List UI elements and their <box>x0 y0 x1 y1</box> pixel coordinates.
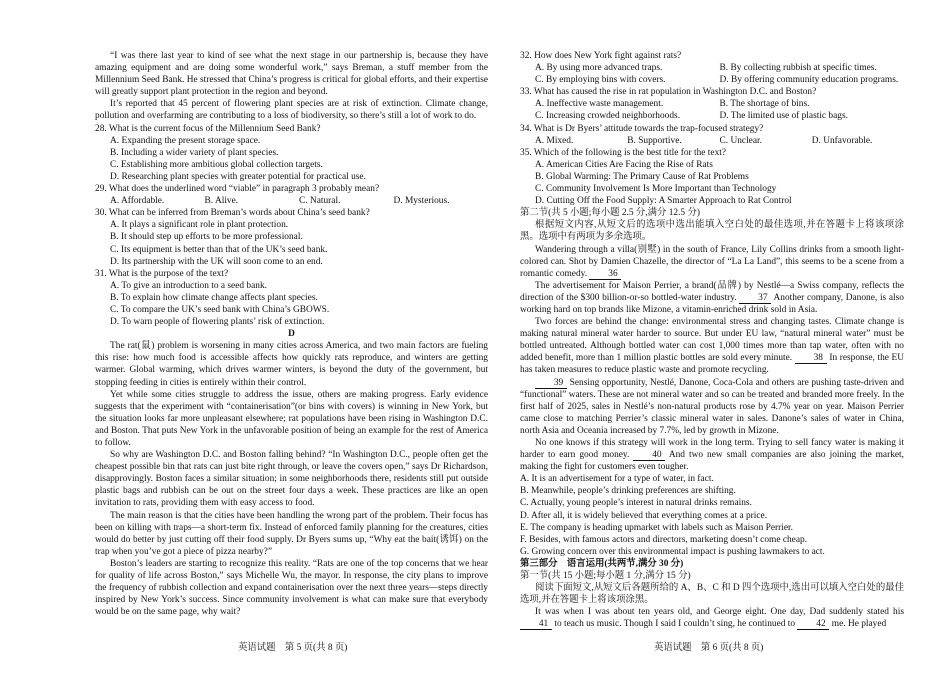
question-30-option-a: A. It plays a significant role in plant protection. <box>110 220 289 231</box>
blank-40: 40 <box>633 450 665 461</box>
question-31-option-d: D. To warn people of flowering plants’ risk of extinction. <box>110 317 325 328</box>
question-34-option-d: D. Unfavorable. <box>811 135 873 146</box>
question-29-option-d: D. Mysterious. <box>393 196 450 207</box>
question-34-option-b: B. Supportive. <box>627 135 682 146</box>
section-2-heading: 第二节(共 5 小题;每小题 2.5 分,满分 12.5 分) <box>520 208 700 219</box>
gap-fill-paragraph <box>520 244 904 280</box>
gap-fill-option: F. Besides, with famous actors and directors, marketing doesn’t come cheap. <box>520 534 808 545</box>
question-29-stem: 29. What does the underlined word “viable” in paragraph 3 probably mean? <box>95 184 380 195</box>
paragraph-text: It was when I was about ten years old, and George eight. One day, Dad suddenly stated his <box>535 607 904 618</box>
question-34-stem: 34. What is Dr Byers’ attitude towards the trap-focused strategy? <box>520 123 764 134</box>
left-column <box>95 50 488 618</box>
gap-fill-option: E. The company is heading upmarket with labels such as Maison Perrier. <box>520 522 793 533</box>
question-35-option-b: B. Global Warming: The Primary Cause of Rat Problems <box>535 171 749 182</box>
passage-d-paragraph: The rat(鼠) problem is worsening in many cities across America, and two main factors are fueling this rise: how much food is accessible affects how quickly rats reproduce, and winters are getting warmer. Global warming, which drives warmer winters, is beyond the duty of the government, but stopping feeding in cities is entirely within their control. <box>95 341 488 388</box>
question-28-stem: 28. What is the current focus of the Millennium Seed Bank? <box>95 123 321 134</box>
question-32-option-d: D. By offering community education programs. <box>719 75 899 86</box>
gap-fill-paragraph <box>520 437 904 473</box>
question-30-option-d: D. Its partnership with the UK will soon come to an end. <box>110 256 323 267</box>
question-32-option-c: C. By employing bins with covers. <box>535 75 666 86</box>
question-32-stem: 32. How does New York fight against rats? <box>520 51 682 61</box>
passage-d-paragraph: Yet while some cities struggle to address the issue, others are making progress. Early evidence suggests that the experiment with “containerisation”(or bins with covers) is winning in New York, but the situation looks far more unpleasant elsewhere; rat populations have been rising in Washington D.C. and Boston. That puts New York in the unfavorable position of being an example for the rest of America to follow. <box>95 389 488 448</box>
question-35-option-a: A. American Cities Are Facing the Rise of Rats <box>535 159 713 170</box>
gap-fill-option: G. Growing concern over this environmental impact is pushing lawmakers to act. <box>520 546 825 557</box>
question-28-option-b: B. Including a wider variety of plant species. <box>110 147 279 158</box>
passage-paragraph: “I was there last year to kind of see what the next stage in our partnership is, because they have amazing equipment and are doing some wonderful work,” says Breman, a stuff member from the Millennium Seed Bank. He stressed that China’s progress is critical for global efforts, and their expertise will greatly support plant protection in the region and beyond. <box>95 51 488 98</box>
gap-fill-option: B. Meanwhile, people’s drinking preferences are shifting. <box>520 486 736 497</box>
question-34-option-c: C. Unclear. <box>719 135 762 146</box>
page-footer-right: 英语试题 第 6 页(共 8 页) <box>654 643 764 653</box>
question-35-option-c: C. Community Involvement Is More Important than Technology <box>535 184 777 195</box>
question-32-options <box>520 62 904 86</box>
section-d-heading: D <box>288 329 295 340</box>
question-32-option-b: B. By collecting rubbish at specific times. <box>719 63 877 74</box>
paragraph-text: me. He played <box>831 619 887 630</box>
paragraph-text: Wandering through a villa(别墅) in the south of France, Lily Collins drinks from a smooth light-colored can. Shot by Damien Chazelle, the director of “La La Land”, this seems to be a scene from a romantic comedy. <box>520 244 904 279</box>
question-33-stem: 33. What has caused the rise in rat population in Washington D.C. and Boston? <box>520 87 817 98</box>
question-31-option-b: B. To explain how climate change affects plant species. <box>110 292 318 303</box>
question-30-option-b: B. It should step up efforts to be more professional. <box>110 232 303 243</box>
question-29-option-c: C. Natural. <box>299 196 341 207</box>
paragraph-text: Another company, Danone, is also working hard on top brands like Mizone, a vitamin-enriched drink sold in Asia. <box>520 292 904 315</box>
question-28-option-c: C. Establishing more ambitious global collection targets. <box>110 159 323 170</box>
question-29-option-a: A. Affordable. <box>110 196 165 207</box>
question-35-stem: 35. Which of the following is the best title for the text? <box>520 147 727 158</box>
passage-d-paragraph: Boston’s leaders are starting to recognize this reality. “Rats are one of the top concerns that we hear for quality of life across Boston,” says Michelle Wu, the mayor. In response, the city plans to improve the frequency of rubbish collection and expand containerisation over the next three years—steps directly inspired by New York’s success. Since community involvement is what can make sure that everybody would be on the same page, why wait? <box>95 558 488 618</box>
cloze-paragraph <box>520 606 904 630</box>
paragraph-text: No one knows if this strategy will work in the long term. Trying to sell fancy water is making it harder to earn good money. <box>520 438 904 461</box>
blank-38: 38 <box>795 353 827 364</box>
question-30-option-c: C. Its equipment is better than that of the UK’s seed bank. <box>110 244 328 255</box>
question-29-option-b: B. Alive. <box>204 196 239 207</box>
gap-fill-option: A. It is an advertisement for a type of water, in fact. <box>520 474 714 485</box>
part-3-heading: 第三部分 语言运用(共两节,满分 30 分) <box>520 558 684 569</box>
page-footer-left: 英语试题 第 5 页(共 8 页) <box>238 643 348 653</box>
question-31-stem: 31. What is the purpose of the text? <box>95 268 229 279</box>
question-33-option-d: D. The limited use of plastic bags. <box>719 111 848 122</box>
question-34-option-a: A. Mixed. <box>535 135 574 146</box>
question-28-option-d: D. Researching plant species with greater potential for practical use. <box>110 171 366 182</box>
gap-fill-paragraph <box>520 280 904 316</box>
paragraph-text: Two forces are behind the change: environmental stress and changing tastes. Climate change is making natural mineral water harder to source. But under EU law, “natural mineral water” must be bottled untreated. Although bottled water can cost 1,000 times more than tap water, often with no added benefit, more than 1 million plastic bottles are sold every minute. <box>520 317 904 364</box>
question-33-option-b: B. The shortage of bins. <box>719 99 810 110</box>
question-31-option-c: C. To compare the UK’s seed bank with China’s GBOWS. <box>110 304 330 315</box>
gap-fill-option: D. After all, it is widely believed that everything comes at a price. <box>520 510 768 521</box>
paragraph-text: Sensing opportunity, Nestlé, Danone, Coca-Cola and others are pushing taste-driven and “functional” waters. These are not mineral water and so can be treated and branded more freely. In the first half of 2025, sales in Nestlé’s non-natural products rose by 4.7% year on year. Maison Perrier came close to matching Perrier’s classic mineral water in sales. Danone’s sales of water in China, north Asia and Oceania increased by 7.7%, led by growth in Mizone. <box>520 377 904 436</box>
part-3-section-1-heading: 第一节(共 15 小题;每小题 1 分,满分 15 分) <box>520 571 691 582</box>
paragraph-text: In response, the EU has taken measures to reduce plastic waste and promote recycling. <box>520 353 904 376</box>
question-33-option-a: A. Ineffective waste management. <box>535 99 664 110</box>
question-34-options <box>520 135 904 147</box>
part-3-instructions: 阅读下面短文,从短文后各题所给的 A、B、C 和 D 四个选项中,选出可以填入空白处的最佳选项,并在答题卡上将该项涂黑。 <box>520 583 904 606</box>
question-35-option-d: D. Cutting Off the Food Supply: A Smarter Approach to Rat Control <box>535 196 792 207</box>
gap-fill-option: C. Actually, young people’s interest in natural drinks remains. <box>520 498 752 509</box>
blank-37: 37 <box>739 293 771 304</box>
passage-d-paragraph: So why are Washington D.C. and Boston falling behind? “In Washington D.C., people often get the cheapest possible bin that rats can just bite right through, or leave the covers open,” says Dr Richardson, disapprovingly. Boston faces a similar situation; in some neighborhoods there, residents still put outside plastic bags and rubbish can be out on the street four days a week. These practices are like an open invitation to rats, providing them with easy access to food. <box>95 450 488 509</box>
right-column <box>520 50 904 631</box>
question-30-stem: 30. What can be inferred from Breman’s words about China’s seed bank? <box>95 208 370 219</box>
question-31-option-a: A. To give an introduction to a seed bank. <box>110 280 267 291</box>
question-33-options <box>520 98 904 122</box>
paragraph-text: The advertisement for Maison Perrier, a brand(品牌) by Nestlé—a Swiss company, reflects the direction of the $300 billion-or-so bottled-water industry. <box>520 280 904 303</box>
question-33-option-c: C. Increasing crowded neighborhoods. <box>535 111 681 122</box>
blank-41: 41 <box>520 619 552 630</box>
gap-fill-paragraph <box>520 377 904 437</box>
question-29-options <box>95 195 488 207</box>
passage-d-paragraph: The main reason is that the cities have been handling the wrong part of the problem. Their focus has been on killing with traps—a short-term fix. Instead of enforced family planning for the creatures, cities would do better by just cutting off their food supply. Dr Byers sums up, “Why eat the bait(诱饵) on the trap when you’ve got a piece of pizza nearby?” <box>95 510 488 557</box>
question-28-option-a: A. Expanding the present storage space. <box>110 135 261 146</box>
blank-42: 42 <box>797 619 829 630</box>
gap-fill-paragraph <box>520 316 904 376</box>
paragraph-text: to teach us music. Though I said I couldn’t sing, he continued to <box>554 619 796 630</box>
passage-paragraph: It’s reported that 45 percent of flowering plant species are at risk of extinction. Climate change, pollution and overfarming are contributing to a loss of biodiversity, so there’s still a lot of work to do. <box>95 99 488 122</box>
paragraph-text: And two new small companies are also joining the market, making the fight for customers even tougher. <box>520 450 904 473</box>
question-32-option-a: A. By using more advanced traps. <box>535 63 663 74</box>
blank-39: 39 <box>535 378 567 389</box>
section-2-instructions: 根据短文内容,从短文后的选项中选出能填入空白处的最佳选项,并在答题卡上将该项涂黑。选项中有两项为多余选项。 <box>520 220 904 243</box>
blank-36: 36 <box>589 269 621 280</box>
